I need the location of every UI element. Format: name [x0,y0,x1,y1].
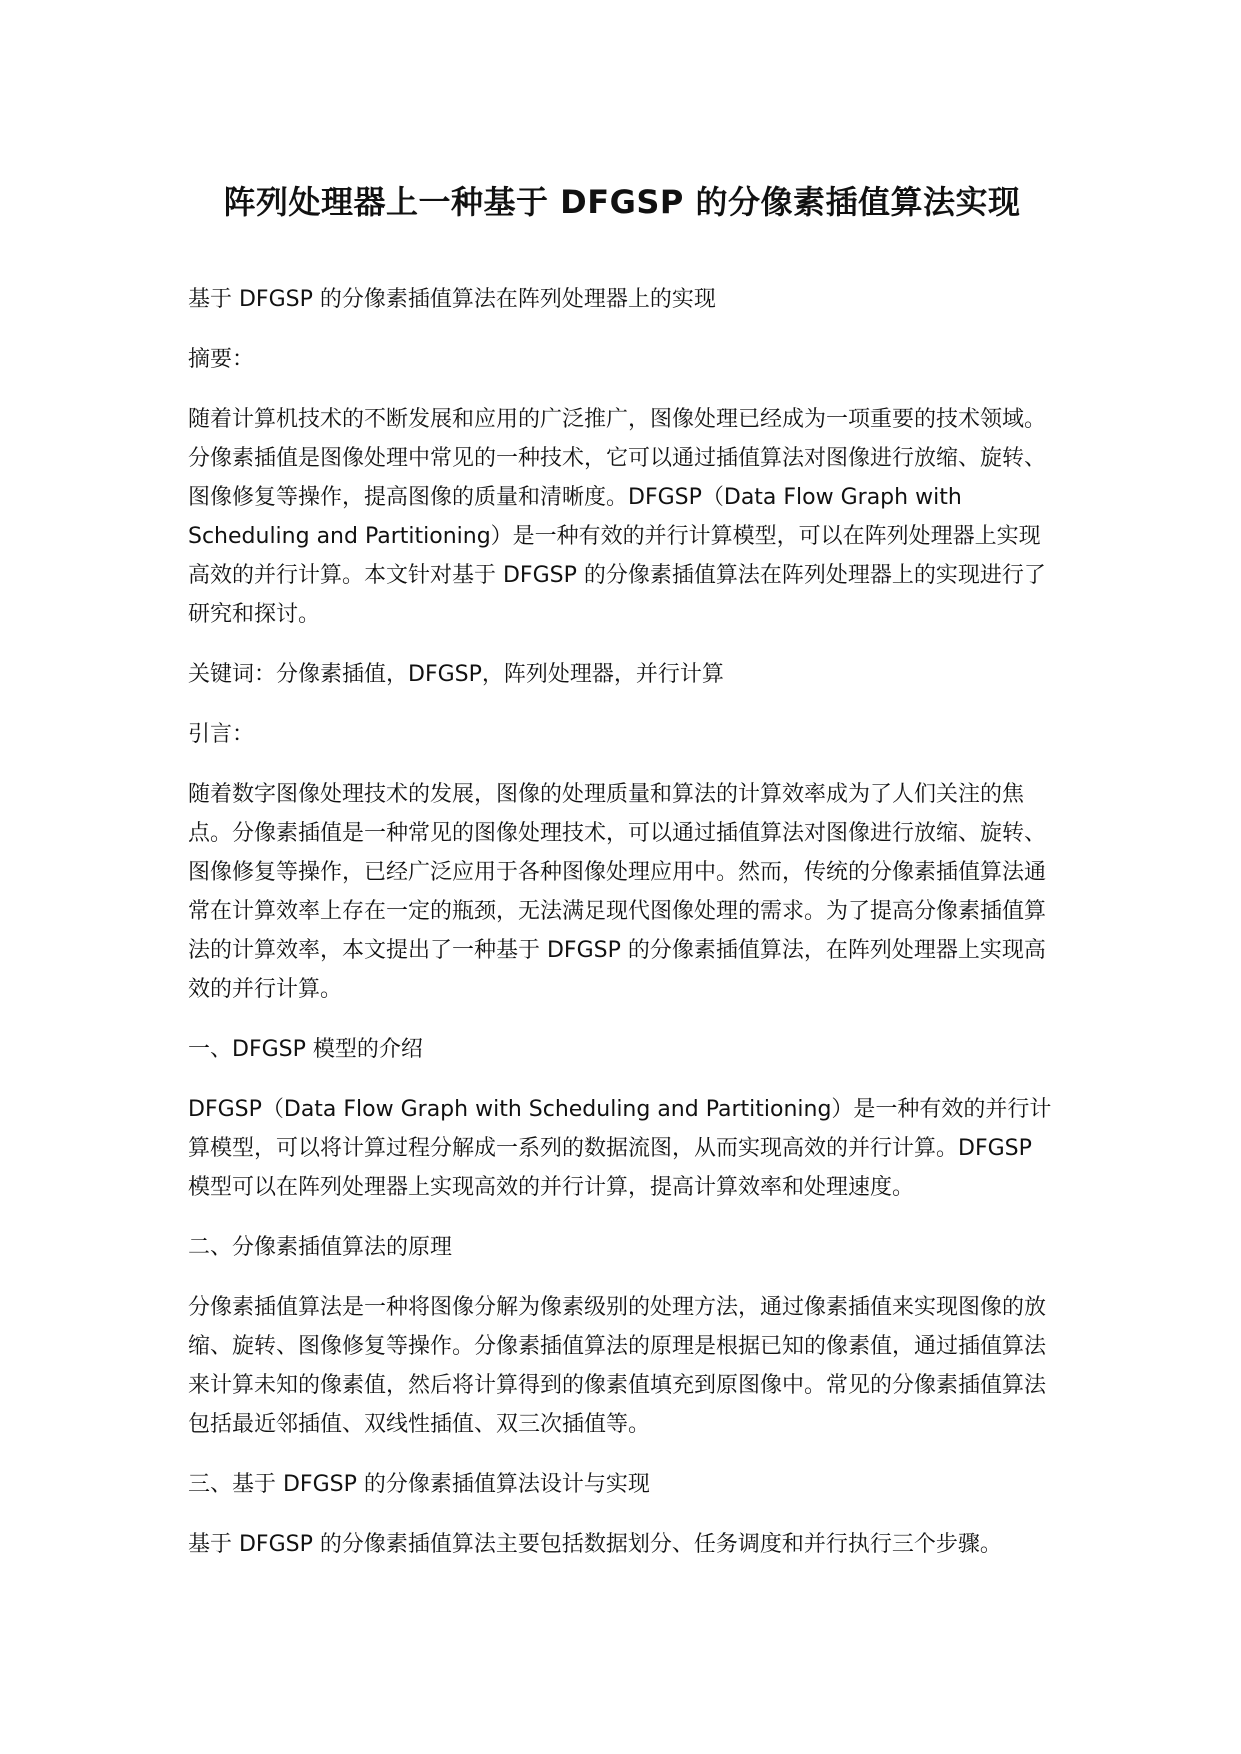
section-2-heading: 二、分像素插值算法的原理 [188,1235,453,1260]
abstract-paragraph: 随着计算机技术的不断发展和应用的广泛推广，图像处理已经成为一项重要的技术领域。分像素插值是图像处理中常见的一种技术，它可以通过插值算法对图像进行放缩、旋转、图像修复等操作，提高图像的质量和清晰度。DFGSP（Data Flow Graph with Scheduling and Partitioning）是一种有效的并行计算模型，可以在阵列处理器上实现高效的并行计算。本文针对基于 DFGSP 的分像素插值算法在阵列处理器上的实现进行了研究和探讨。 [188,407,1047,627]
introduction-paragraph: 随着数字图像处理技术的发展，图像的处理质量和算法的计算效率成为了人们关注的焦点。分像素插值是一种常见的图像处理技术，可以通过插值算法对图像进行放缩、旋转、图像修复等操作，已经广泛应用于各种图像处理应用中。然而，传统的分像素插值算法通常在计算效率上存在一定的瓶颈，无法满足现代图像处理的需求。为了提高分像素插值算法的计算效率，本文提出了一种基于 DFGSP 的分像素插值算法，在阵列处理器上实现高效的并行计算。 [188,782,1047,1002]
keywords-paragraph: 关键词：分像素插值，DFGSP，阵列处理器，并行计算 [188,662,724,687]
section-2-paragraph: 分像素插值算法是一种将图像分解为像素级别的处理方法，通过像素插值来实现图像的放缩、旋转、图像修复等操作。分像素插值算法的原理是根据已知的像素值，通过插值算法来计算未知的像素值，然后将计算得到的像素值填充到原图像中。常见的分像素插值算法包括最近邻插值、双线性插值、双三次插值等。 [188,1295,1047,1437]
abstract-heading: 摘要： [188,347,255,372]
section-1-paragraph: DFGSP（Data Flow Graph with Scheduling and Partitioning）是一种有效的并行计算模型，可以将计算过程分解成一系列的数据流图，从而实现高效的并行计算。DFGSP 模型可以在阵列处理器上实现高效的并行计算，提高计算效率和处理速度。 [188,1097,1052,1200]
section-3-heading: 三、基于 DFGSP 的分像素插值算法设计与实现 [188,1472,650,1497]
document-title: 阵列处理器上一种基于 DFGSP 的分像素插值算法实现 [223,183,1021,221]
introduction-heading: 引言： [188,722,255,747]
section-1-heading: 一、DFGSP 模型的介绍 [188,1037,423,1062]
subtitle-paragraph: 基于 DFGSP 的分像素插值算法在阵列处理器上的实现 [188,287,716,312]
section-3-paragraph: 基于 DFGSP 的分像素插值算法主要包括数据划分、任务调度和并行执行三个步骤。 [188,1532,1002,1557]
